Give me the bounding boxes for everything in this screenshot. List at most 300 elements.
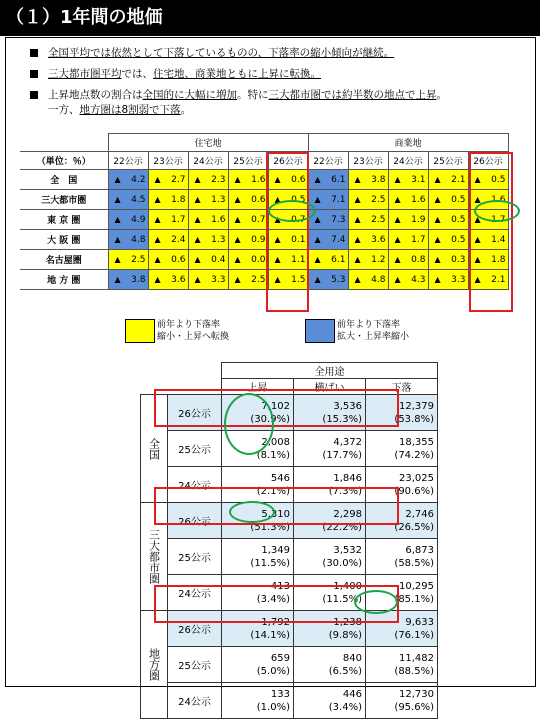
- value-cell: [228, 270, 268, 290]
- value-text: 0.8: [411, 254, 426, 265]
- value-cell: [222, 503, 294, 539]
- triangle-icon: ▲: [194, 174, 201, 184]
- percent-text: (95.6%): [394, 701, 434, 713]
- value-cell: [188, 190, 228, 210]
- value-text: 0.5: [451, 194, 466, 205]
- value-cell: [366, 647, 438, 683]
- row-label: 全 国: [20, 170, 108, 190]
- value-cell: [294, 395, 366, 431]
- value-text: 2.5: [371, 214, 386, 225]
- triangle-icon: ▲: [234, 274, 241, 284]
- value-cell: [294, 575, 366, 611]
- triangle-icon: ▲: [434, 234, 441, 244]
- triangle-icon: ▲: [474, 194, 481, 204]
- value-cell: [148, 190, 188, 210]
- count-text: 10,295: [399, 580, 434, 592]
- table-row: [141, 395, 438, 431]
- value-cell: [188, 250, 228, 270]
- percent-text: (17.7%): [322, 449, 362, 461]
- count-text: 840: [342, 652, 362, 664]
- value-text: 0.5: [291, 194, 306, 205]
- change-rate-table: [20, 133, 509, 290]
- value-text: 0.7: [251, 214, 266, 225]
- value-cell: [222, 611, 294, 647]
- triangle-icon: ▲: [154, 174, 161, 184]
- count-text: 1,238: [333, 616, 362, 628]
- triangle-icon: ▲: [314, 274, 321, 284]
- triangle-icon: ▲: [234, 194, 241, 204]
- value-cell: [428, 170, 468, 190]
- value-cell: [468, 170, 508, 190]
- value-cell: [308, 270, 348, 290]
- column-header: 上昇: [222, 379, 294, 395]
- value-text: 1.8: [491, 254, 506, 265]
- value-text: 0.5: [451, 234, 466, 245]
- value-text: 1.6: [211, 214, 226, 225]
- triangle-icon: ▲: [314, 214, 321, 224]
- value-cell: [108, 270, 148, 290]
- year-header: 24公示: [388, 152, 428, 170]
- value-cell: [308, 230, 348, 250]
- year-header: 26公示: [468, 152, 508, 170]
- column-header: 横ばい: [294, 379, 366, 395]
- percent-text: (22.2%): [322, 521, 362, 533]
- value-cell: [148, 210, 188, 230]
- value-cell: [222, 467, 294, 503]
- value-cell: [388, 230, 428, 250]
- bullet-list: [30, 46, 530, 118]
- percent-text: (14.1%): [250, 629, 290, 641]
- value-text: 4.8: [131, 234, 146, 245]
- bullet-item: [30, 67, 530, 82]
- value-text: 0.7: [291, 214, 306, 225]
- value-cell: [108, 250, 148, 270]
- table-row: [20, 170, 508, 190]
- value-text: 0.1: [291, 234, 306, 245]
- value-cell: [348, 250, 388, 270]
- value-text: 0.4: [211, 254, 226, 265]
- header-row-1: [141, 363, 438, 379]
- table-row: [141, 683, 438, 719]
- value-cell: [268, 170, 308, 190]
- point-count-table: [140, 362, 438, 719]
- value-text: 0.0: [251, 254, 266, 265]
- table-row: [141, 431, 438, 467]
- table-corner: [141, 363, 222, 395]
- value-text: 4.2: [131, 174, 146, 185]
- value-text: 1.8: [171, 194, 186, 205]
- year-label: 24公示: [168, 575, 222, 611]
- count-text: 2,008: [261, 436, 290, 448]
- value-cell: [428, 230, 468, 250]
- percent-text: (85.1%): [394, 593, 434, 605]
- year-label: 26公示: [168, 503, 222, 539]
- value-cell: [468, 190, 508, 210]
- group-label: 三大都市圏: [141, 503, 168, 611]
- table-row: [141, 503, 438, 539]
- triangle-icon: ▲: [474, 274, 481, 284]
- count-text: 133: [270, 688, 290, 700]
- group-header-row: [20, 134, 508, 152]
- percent-text: (30.9%): [250, 413, 290, 425]
- row-label: 名古屋圏: [20, 250, 108, 270]
- value-cell: [428, 210, 468, 230]
- value-cell: [348, 190, 388, 210]
- bullet-item: [30, 88, 530, 103]
- year-header: 23公示: [148, 152, 188, 170]
- value-text: 4.5: [131, 194, 146, 205]
- value-cell: [388, 170, 428, 190]
- bullet-text: 。: [436, 89, 447, 101]
- value-text: 4.3: [411, 274, 426, 285]
- value-cell: [308, 250, 348, 270]
- value-cell: [428, 270, 468, 290]
- triangle-icon: ▲: [274, 274, 281, 284]
- value-text: 4.8: [371, 274, 386, 285]
- value-cell: [348, 210, 388, 230]
- count-text: 12,379: [399, 400, 434, 412]
- triangle-icon: ▲: [274, 174, 281, 184]
- year-label: 25公示: [168, 431, 222, 467]
- triangle-icon: ▲: [234, 254, 241, 264]
- page-title: （１）1年間の地価: [0, 0, 540, 36]
- value-cell: [366, 431, 438, 467]
- triangle-icon: ▲: [394, 234, 401, 244]
- percent-text: (88.5%): [394, 665, 434, 677]
- bullet-text: 三大都市圏平均: [48, 68, 122, 80]
- percent-text: (1.0%): [256, 701, 290, 713]
- value-text: 3.3: [451, 274, 466, 285]
- value-cell: [468, 250, 508, 270]
- table-row: [20, 210, 508, 230]
- value-cell: [366, 539, 438, 575]
- count-text: 1,846: [333, 472, 362, 484]
- value-cell: [388, 190, 428, 210]
- count-text: 7,102: [261, 400, 290, 412]
- value-cell: [222, 539, 294, 575]
- count-text: 659: [270, 652, 290, 664]
- year-header: 22公示: [308, 152, 348, 170]
- percent-text: (53.8%): [394, 413, 434, 425]
- value-text: 1.5: [291, 274, 306, 285]
- group-label: 地方圏: [141, 611, 168, 719]
- value-cell: [294, 539, 366, 575]
- value-cell: [268, 250, 308, 270]
- count-text: 413: [270, 580, 290, 592]
- year-label: 26公示: [168, 395, 222, 431]
- year-label: 26公示: [168, 611, 222, 647]
- table-corner: [20, 134, 108, 152]
- percent-text: (11.5%): [250, 557, 290, 569]
- value-text: 0.3: [451, 254, 466, 265]
- legend-yellow-line1: 前年より下落率: [157, 320, 221, 330]
- percent-text: (58.5%): [394, 557, 434, 569]
- value-text: 2.1: [451, 174, 466, 185]
- triangle-icon: ▲: [234, 214, 241, 224]
- year-header: 25公示: [428, 152, 468, 170]
- value-cell: [228, 190, 268, 210]
- legend-blue-swatch: [305, 319, 335, 343]
- value-cell: [228, 230, 268, 250]
- bullet-item: [30, 46, 530, 61]
- value-cell: [366, 395, 438, 431]
- triangle-icon: ▲: [434, 254, 441, 264]
- value-text: 0.6: [291, 174, 306, 185]
- value-cell: [294, 503, 366, 539]
- percent-text: (8.1%): [256, 449, 290, 461]
- value-cell: [308, 190, 348, 210]
- value-cell: [268, 270, 308, 290]
- year-header: 24公示: [188, 152, 228, 170]
- count-text: 446: [342, 688, 362, 700]
- triangle-icon: ▲: [234, 174, 241, 184]
- count-text: 1,349: [261, 544, 290, 556]
- value-text: 2.5: [131, 254, 146, 265]
- legend-yellow-swatch: [125, 319, 155, 343]
- table-row: [20, 250, 508, 270]
- percent-text: (26.5%): [394, 521, 434, 533]
- triangle-icon: ▲: [474, 214, 481, 224]
- count-text: 2,298: [333, 508, 362, 520]
- value-text: 4.9: [131, 214, 146, 225]
- value-text: 3.6: [171, 274, 186, 285]
- table-row: [20, 230, 508, 250]
- triangle-icon: ▲: [354, 174, 361, 184]
- triangle-icon: ▲: [194, 274, 201, 284]
- value-cell: [294, 647, 366, 683]
- bullet-item: [30, 103, 530, 118]
- value-cell: [366, 683, 438, 719]
- year-header: 22公示: [108, 152, 148, 170]
- value-cell: [366, 611, 438, 647]
- value-text: 3.8: [371, 174, 386, 185]
- row-label: 三大都市圏: [20, 190, 108, 210]
- value-text: 3.3: [211, 274, 226, 285]
- group-header: 商業地: [308, 134, 508, 152]
- value-text: 2.4: [171, 234, 186, 245]
- bullet-text: 地方圏は8割弱で下落: [79, 104, 181, 116]
- value-cell: [348, 230, 388, 250]
- triangle-icon: ▲: [274, 254, 281, 264]
- count-text: 1,400: [333, 580, 362, 592]
- value-cell: [222, 431, 294, 467]
- value-text: 1.6: [251, 174, 266, 185]
- count-text: 3,532: [333, 544, 362, 556]
- value-cell: [388, 210, 428, 230]
- triangle-icon: ▲: [434, 174, 441, 184]
- value-text: 3.6: [371, 234, 386, 245]
- legend-blue-line2: 拡大・上昇率縮小: [337, 332, 410, 342]
- value-text: 0.5: [491, 174, 506, 185]
- value-cell: [294, 683, 366, 719]
- row-label: 大 阪 圏: [20, 230, 108, 250]
- triangle-icon: ▲: [314, 254, 321, 264]
- count-text: 18,355: [399, 436, 434, 448]
- table-row: [20, 270, 508, 290]
- count-text: 546: [270, 472, 290, 484]
- value-cell: [428, 190, 468, 210]
- value-cell: [468, 230, 508, 250]
- triangle-icon: ▲: [474, 254, 481, 264]
- triangle-icon: ▲: [154, 214, 161, 224]
- percent-text: (51.3%): [250, 521, 290, 533]
- triangle-icon: ▲: [194, 194, 201, 204]
- value-text: 1.4: [491, 234, 506, 245]
- year-label: 25公示: [168, 647, 222, 683]
- triangle-icon: ▲: [474, 174, 481, 184]
- value-text: 3.8: [131, 274, 146, 285]
- bullet-text: 住宅地、商業地ともに上昇に転換。: [153, 68, 321, 80]
- count-text: 2,746: [405, 508, 434, 520]
- value-text: 2.7: [171, 174, 186, 185]
- triangle-icon: ▲: [194, 254, 201, 264]
- bullet-text: 上昇地点数の割合は: [48, 89, 143, 101]
- year-header: 23公示: [348, 152, 388, 170]
- value-text: 7.1: [331, 194, 346, 205]
- percent-text: (3.4%): [328, 701, 362, 713]
- table-row: [141, 611, 438, 647]
- triangle-icon: ▲: [274, 214, 281, 224]
- triangle-icon: ▲: [354, 214, 361, 224]
- triangle-icon: ▲: [394, 194, 401, 204]
- value-text: 1.1: [291, 254, 306, 265]
- value-cell: [308, 210, 348, 230]
- value-cell: [222, 395, 294, 431]
- bullet-text: 一方、: [48, 104, 80, 116]
- value-text: 0.6: [251, 194, 266, 205]
- triangle-icon: ▲: [354, 194, 361, 204]
- year-label: 24公示: [168, 683, 222, 719]
- triangle-icon: ▲: [354, 234, 361, 244]
- triangle-icon: ▲: [394, 214, 401, 224]
- table-row: [141, 575, 438, 611]
- percent-text: (90.6%): [394, 485, 434, 497]
- triangle-icon: ▲: [114, 254, 121, 264]
- row-label: 地 方 圏: [20, 270, 108, 290]
- value-text: 1.7: [491, 214, 506, 225]
- table-row: [141, 647, 438, 683]
- table-row: [141, 539, 438, 575]
- value-cell: [108, 210, 148, 230]
- count-text: 12,730: [399, 688, 434, 700]
- value-text: 1.2: [371, 254, 386, 265]
- triangle-icon: ▲: [274, 234, 281, 244]
- percent-text: (6.5%): [328, 665, 362, 677]
- bullet-text: 。特に: [237, 89, 269, 101]
- table-row: [141, 467, 438, 503]
- triangle-icon: ▲: [114, 274, 121, 284]
- triangle-icon: ▲: [394, 254, 401, 264]
- percent-text: (15.3%): [322, 413, 362, 425]
- value-cell: [366, 467, 438, 503]
- year-label: 24公示: [168, 467, 222, 503]
- triangle-icon: ▲: [274, 194, 281, 204]
- legend-yellow-line2: 縮小・上昇へ転換: [157, 332, 230, 342]
- value-cell: [388, 250, 428, 270]
- value-text: 0.6: [171, 254, 186, 265]
- value-cell: [366, 575, 438, 611]
- top-header: 全用途: [222, 363, 438, 379]
- value-text: 2.5: [371, 194, 386, 205]
- triangle-icon: ▲: [154, 234, 161, 244]
- triangle-icon: ▲: [394, 274, 401, 284]
- percent-text: (74.2%): [394, 449, 434, 461]
- value-cell: [148, 170, 188, 190]
- value-cell: [222, 647, 294, 683]
- year-label: 25公示: [168, 539, 222, 575]
- value-text: 2.3: [211, 174, 226, 185]
- count-text: 11,482: [399, 652, 434, 664]
- bullet-text: では、: [121, 68, 153, 80]
- count-text: 9,633: [405, 616, 434, 628]
- percent-text: (7.3%): [328, 485, 362, 497]
- value-text: 1.6: [491, 194, 506, 205]
- percent-text: (11.5%): [322, 593, 362, 605]
- value-cell: [148, 250, 188, 270]
- triangle-icon: ▲: [394, 174, 401, 184]
- percent-text: (2.1%): [256, 485, 290, 497]
- percent-text: (30.0%): [322, 557, 362, 569]
- value-text: 7.4: [331, 234, 346, 245]
- value-cell: [228, 210, 268, 230]
- value-text: 0.5: [451, 214, 466, 225]
- value-text: 7.3: [331, 214, 346, 225]
- value-cell: [188, 210, 228, 230]
- value-cell: [148, 270, 188, 290]
- count-text: 5,310: [261, 508, 290, 520]
- value-text: 1.7: [411, 234, 426, 245]
- triangle-icon: ▲: [434, 274, 441, 284]
- value-cell: [468, 210, 508, 230]
- bullet-text: 。: [180, 104, 192, 116]
- legend-blue-line1: 前年より下落率: [337, 320, 401, 330]
- value-cell: [308, 170, 348, 190]
- value-cell: [148, 230, 188, 250]
- triangle-icon: ▲: [474, 234, 481, 244]
- value-cell: [188, 230, 228, 250]
- value-text: 1.6: [411, 194, 426, 205]
- year-header-row: [20, 152, 508, 170]
- triangle-icon: ▲: [354, 254, 361, 264]
- value-cell: [366, 503, 438, 539]
- count-text: 1,792: [261, 616, 290, 628]
- bullet-text: 全国的に大幅に増加: [142, 89, 237, 101]
- triangle-icon: ▲: [234, 234, 241, 244]
- group-header: 住宅地: [108, 134, 308, 152]
- count-text: 23,025: [399, 472, 434, 484]
- value-cell: [348, 170, 388, 190]
- value-cell: [268, 210, 308, 230]
- unit-label: （単位：％）: [20, 152, 108, 170]
- value-cell: [348, 270, 388, 290]
- value-cell: [108, 170, 148, 190]
- year-header: 25公示: [228, 152, 268, 170]
- column-header: 下落: [366, 379, 438, 395]
- triangle-icon: ▲: [114, 194, 121, 204]
- value-text: 3.1: [411, 174, 426, 185]
- triangle-icon: ▲: [314, 234, 321, 244]
- value-text: 1.7: [171, 214, 186, 225]
- value-cell: [188, 270, 228, 290]
- bullet-text: 三大都市圏では約半数の地点で上昇: [268, 89, 437, 101]
- value-cell: [388, 270, 428, 290]
- bullet-text: 全国平均では依然として下落しているものの、下落率の縮小傾向が継続。: [48, 47, 395, 59]
- triangle-icon: ▲: [114, 174, 121, 184]
- value-cell: [468, 270, 508, 290]
- value-text: 1.3: [211, 194, 226, 205]
- value-text: 2.1: [491, 274, 506, 285]
- value-text: 6.1: [331, 254, 346, 265]
